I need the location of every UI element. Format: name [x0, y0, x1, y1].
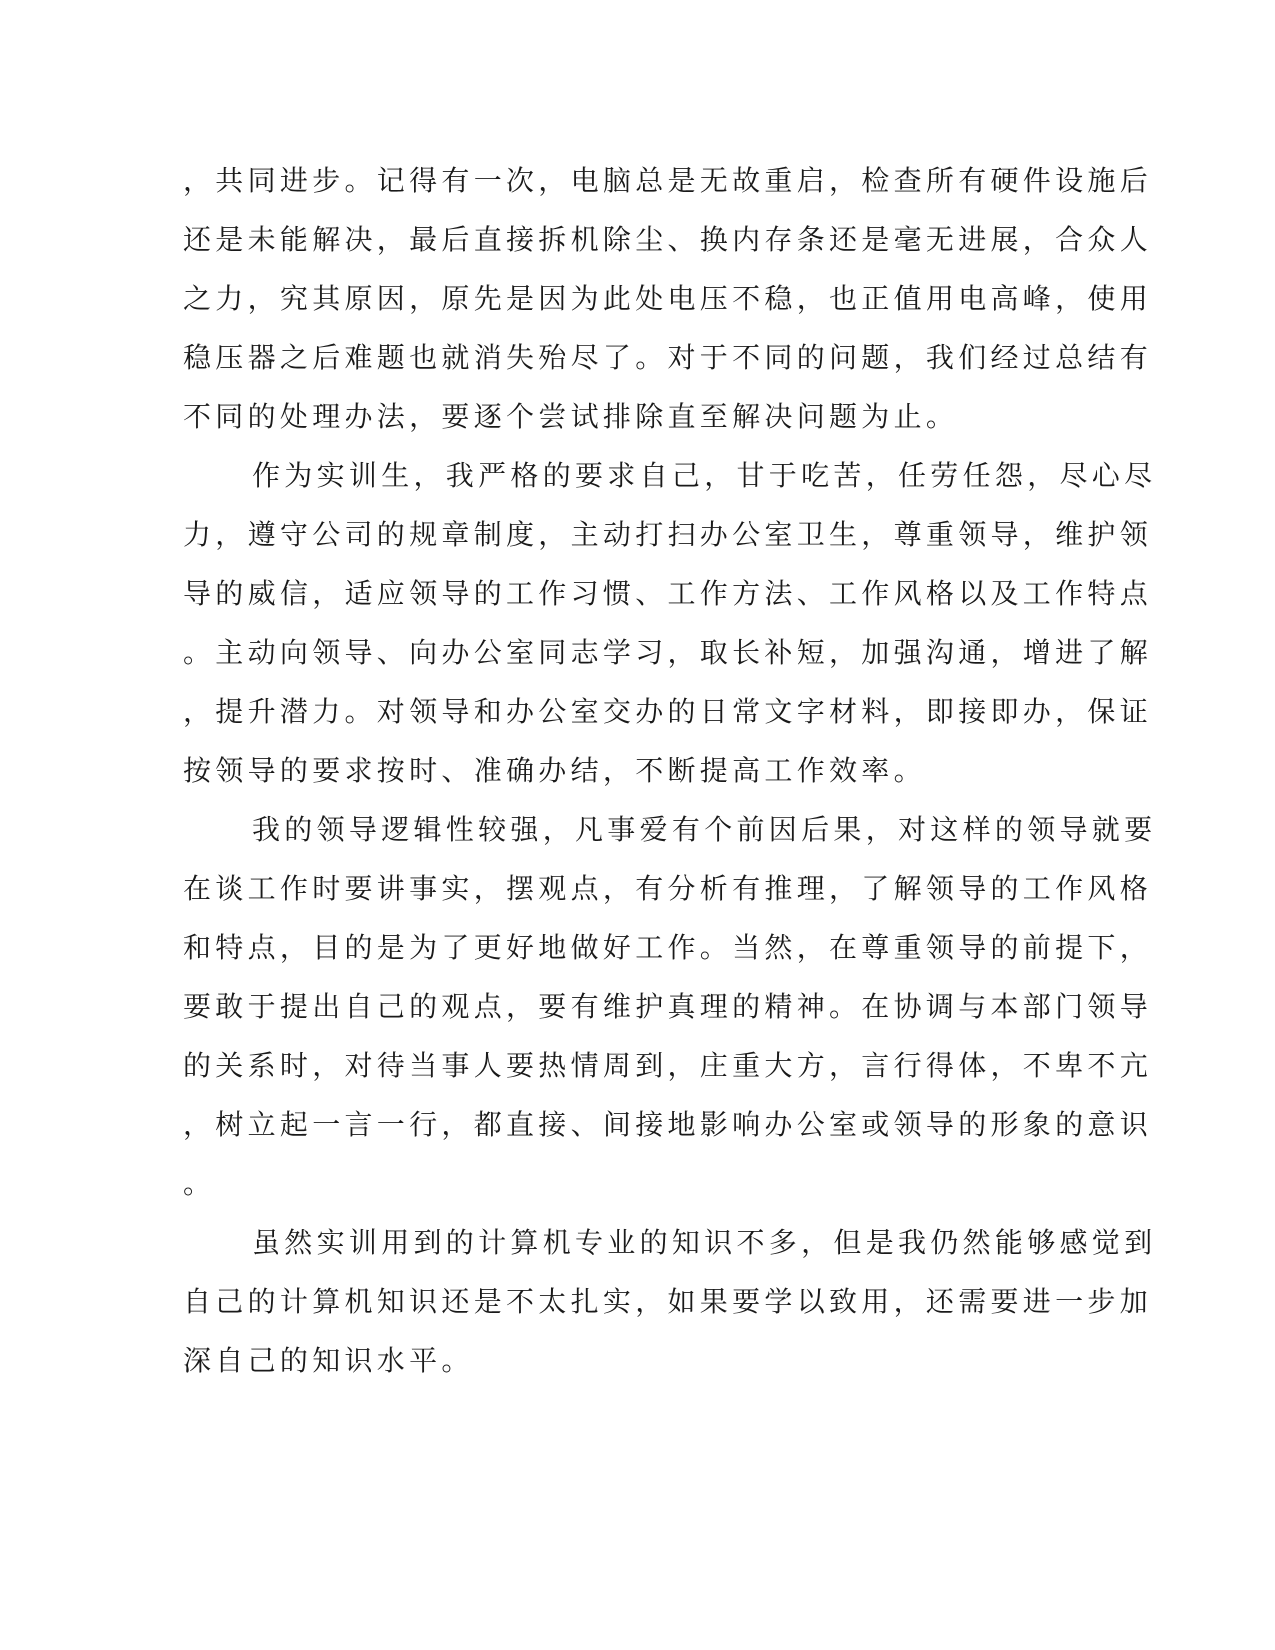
paragraph-2-line-1: 作为实训生，我严格的要求自己，甘于吃苦，任劳任怨，尽心尽 — [252, 459, 1157, 492]
paragraph-3-line-4: 要敢于提出自己的观点，要有维护真理的精神。在协调与本部门领导 — [183, 990, 1153, 1023]
paragraph-2-line-3: 导的威信，适应领导的工作习惯、工作方法、工作风格以及工作特点 — [183, 577, 1153, 610]
paragraph-4-line-1: 虽然实训用到的计算机专业的知识不多，但是我仍然能够感觉到 — [252, 1226, 1157, 1259]
paragraph-4-line-2: 自己的计算机知识还是不太扎实，如果要学以致用，还需要进一步加 — [183, 1285, 1153, 1318]
paragraph-1-line-1: ，共同进步。记得有一次，电脑总是无故重启，检查所有硬件设施后 — [183, 164, 1153, 197]
paragraph-3-line-2: 在谈工作时要讲事实，摆观点，有分析有推理，了解领导的工作风格 — [183, 872, 1153, 905]
paragraph-1-line-5: 不同的处理办法，要逐个尝试排除直至解决问题为止。 — [183, 400, 959, 433]
paragraph-3-line-5: 的关系时，对待当事人要热情周到，庄重大方，言行得体，不卑不亢 — [183, 1049, 1153, 1082]
paragraph-3-line-6: ，树立起一言一行，都直接、间接地影响办公室或领导的形象的意识 — [183, 1108, 1153, 1141]
paragraph-3-line-7: 。 — [183, 1167, 216, 1200]
paragraph-1-line-4: 稳压器之后难题也就消失殆尽了。对于不同的问题，我们经过总结有 — [183, 341, 1153, 374]
paragraph-2-line-2: 力，遵守公司的规章制度，主动打扫办公室卫生，尊重领导，维护领 — [183, 518, 1153, 551]
paragraph-2-line-4: 。主动向领导、向办公室同志学习，取长补短，加强沟通，增进了解 — [183, 636, 1153, 669]
paragraph-3-line-1: 我的领导逻辑性较强，凡事爱有个前因后果，对这样的领导就要 — [252, 813, 1157, 846]
paragraph-3-line-3: 和特点，目的是为了更好地做好工作。当然，在尊重领导的前提下， — [183, 931, 1153, 964]
paragraph-1-line-2: 还是未能解决，最后直接拆机除尘、换内存条还是毫无进展，合众人 — [183, 223, 1153, 256]
paragraph-2-line-5: ，提升潜力。对领导和办公室交办的日常文字材料，即接即办，保证 — [183, 695, 1153, 728]
paragraph-2-line-6: 按领导的要求按时、准确办结，不断提高工作效率。 — [183, 754, 926, 787]
paragraph-1-line-3: 之力，究其原因，原先是因为此处电压不稳，也正值用电高峰，使用 — [183, 282, 1153, 315]
paragraph-4-line-3: 深自己的知识水平。 — [183, 1344, 474, 1377]
